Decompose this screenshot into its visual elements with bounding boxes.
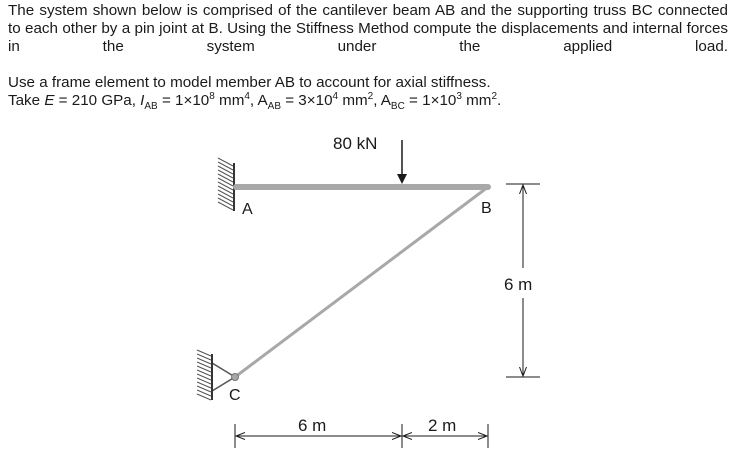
node-label-b: B [481,200,492,217]
problem-paragraph: The system shown below is comprised of the cantilever beam AB and the supporting truss BC connected to each other by a pin joint at B. Using the Stiffness Method compute the displacements and internal forces in the system under the applied load. [8,2,728,55]
load-arrow-head [397,174,407,184]
node-label-a: A [242,201,253,218]
pin-support-hatch [197,350,211,400]
dimension-label-vertical: 6 m [504,275,533,294]
frame-element-note: Use a frame element to model member AB to account for axial stiffness. [8,74,491,91]
node-label-c: C [229,387,241,404]
horizontal-dimension [235,416,488,448]
dimension-label-6m: 6 m [298,416,327,435]
load-label: 80 kN [333,134,378,153]
point-load [333,134,407,184]
fixed-support-hatch [218,158,233,210]
truss-member-bc [235,187,488,377]
vertical-dimension [504,184,541,377]
fixed-support-a [218,158,234,211]
pin-joint-c [232,374,239,381]
given-values: Take E = 210 GPa, $I_{AB} = 1\times 10^8$ $mm^4$, $A_{AB} = 3\times 10^4$ $mm^2$, $A_{BC} = 1\times 10^3$ $mm^2$. [8,90,502,113]
dimension-label-2m: 2 m [428,416,457,435]
